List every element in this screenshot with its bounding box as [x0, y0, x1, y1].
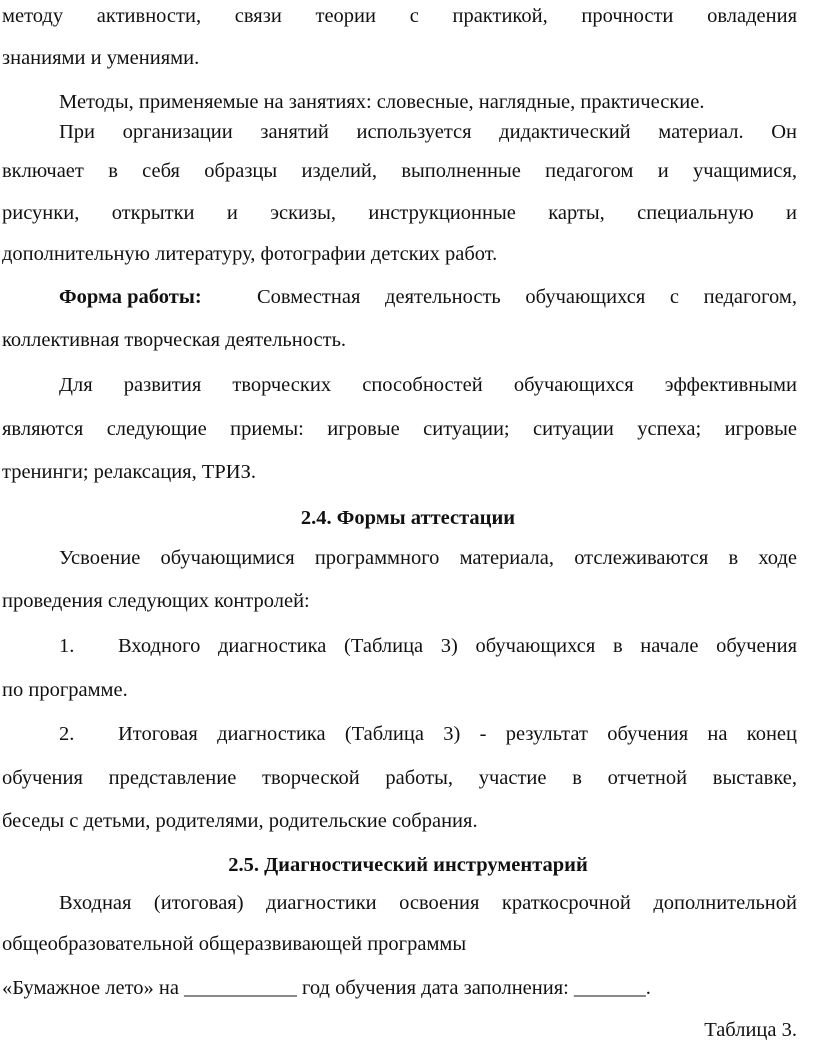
section-heading: 2.5. Диагностический инструментарий [228, 854, 588, 876]
list-item-number: 1. [59, 635, 75, 657]
section-heading: 2.4. Формы аттестации [300, 507, 516, 529]
paragraph-line: являются следующие приемы: игровые ситуации; ситуации успеха; игровые [2, 418, 797, 440]
form-of-work-line [59, 284, 797, 310]
paragraph-line: При организации занятий используется дидактический материал. Он [59, 121, 797, 143]
paragraph-line: проведения следующих контролей: [2, 590, 310, 612]
paragraph-line: Методы, применяемые на занятиях: словесные, наглядные, практические. [59, 91, 705, 113]
list-item-text: беседы с детьми, родителями, родительские собрания. [2, 810, 478, 832]
list-item-text: по программе. [2, 679, 128, 701]
table-caption: Таблица 3. [704, 1019, 797, 1041]
paragraph-line: дополнительную литературу, фотографии детских работ. [2, 243, 498, 265]
list-item-text: Итоговая диагностика (Таблица 3) - результат обучения на конец [118, 723, 797, 745]
paragraph-line: общеобразовательной общеразвивающей программы [2, 933, 467, 955]
paragraph-line: Совместная деятельность обучающихся с педагогом, [257, 286, 797, 308]
paragraph-line: «Бумажное лето» на ___________ год обучения дата заполнения: _______. [2, 977, 651, 999]
list-item-text: обучения представление творческой работы, участие в отчетной выставке, [2, 767, 797, 789]
paragraph-line: Усвоение обучающимися программного материала, отслеживаются в ходе [59, 547, 797, 569]
paragraph-line: включает в себя образцы изделий, выполненные педагогом и учащимися, [2, 160, 797, 182]
form-of-work-label: Форма работы: [59, 286, 202, 308]
list-item-text: Входного диагностика (Таблица 3) обучающихся в начале обучения [118, 635, 797, 657]
paragraph-line: методу активности, связи теории с практикой, прочности овладения [2, 5, 797, 27]
paragraph-line: Входная (итоговая) диагностики освоения краткосрочной дополнительной [59, 892, 797, 914]
paragraph-line: Для развития творческих способностей обучающихся эффективными [59, 374, 797, 396]
paragraph-line: коллективная творческая деятельность. [2, 329, 347, 351]
paragraph-line: тренинги; релаксация, ТРИЗ. [2, 461, 256, 483]
paragraph-line: знаниями и умениями. [2, 47, 200, 69]
list-item-number: 2. [59, 723, 75, 745]
paragraph-line: рисунки, открытки и эскизы, инструкционные карты, специальную и [2, 202, 797, 224]
